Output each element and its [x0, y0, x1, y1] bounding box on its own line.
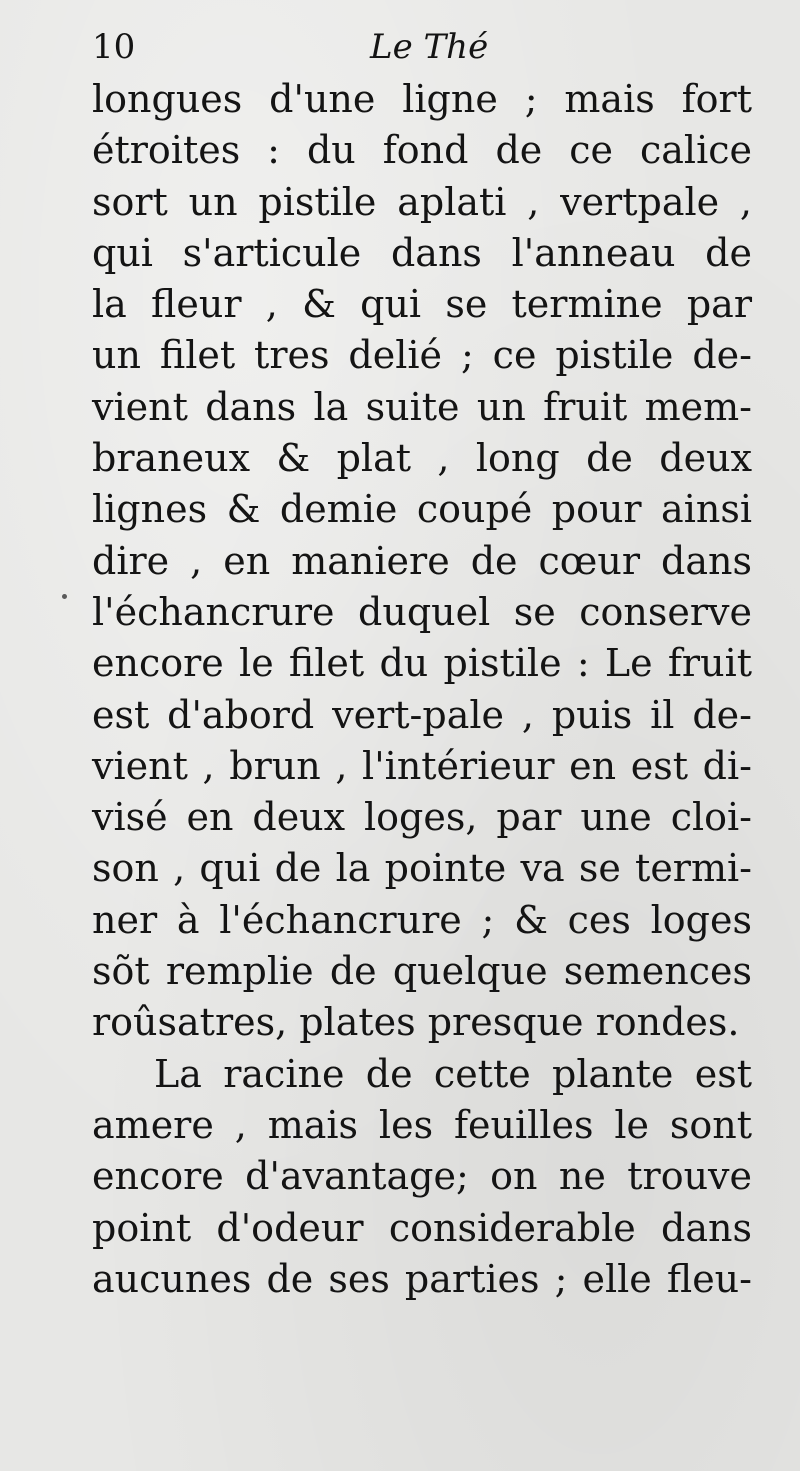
- text-line: encore d'avantage; on ne trouve: [92, 1154, 752, 1199]
- text-line: visé en deux loges, par une cloi-: [92, 795, 752, 840]
- text-line: encore le filet du pistile : Le fruit: [92, 641, 752, 686]
- paragraph-first-line: La racine de cette plante est: [154, 1051, 752, 1096]
- text-line: vient dans la suite un fruit mem-: [92, 384, 752, 429]
- text-line: longues d'une ligne ; mais fort: [92, 77, 752, 121]
- text-line: qui s'articule dans l'anneau de: [92, 230, 752, 275]
- text-line: un filet tres delié ; ce pistile de-: [92, 333, 752, 378]
- text-line: aucunes de ses parties ; elle fleu-: [92, 1256, 752, 1301]
- text-line: roûsatres, plates presque rondes.: [92, 1000, 740, 1045]
- text-line: lignes & demie coupé pour ainsi: [92, 487, 752, 532]
- page-number: 10: [92, 27, 136, 67]
- text-line: braneux & plat , long de deux: [92, 436, 752, 481]
- text-line: dire , en maniere de cœur dans: [92, 538, 752, 583]
- text-line: étroites : du fond de ce calice: [92, 128, 752, 173]
- text-line: la fleur , & qui se termine par: [92, 282, 752, 327]
- text-line: son , qui de la pointe va se termi-: [92, 846, 752, 891]
- text-line: ner à l'échancrure ; & ces loges: [92, 897, 752, 942]
- body-text: [92, 74, 752, 1305]
- text-line: sort un pistile aplati , vertpale ,: [92, 179, 752, 224]
- running-head: Le Thé: [370, 27, 489, 67]
- text-line: est d'abord vert-pale , puis il de-: [92, 692, 752, 737]
- text-line: point d'odeur considerable dans: [92, 1205, 752, 1250]
- text-line: sõt remplie de quelque semences: [92, 949, 752, 994]
- text-line: vient , brun , l'intérieur en est di-: [92, 743, 752, 788]
- page-header: [92, 22, 732, 82]
- ink-speck: [62, 594, 67, 599]
- text-line: l'échancrure duquel se conserve: [92, 589, 752, 634]
- text-line: amere , mais les feuilles le sont: [92, 1102, 752, 1147]
